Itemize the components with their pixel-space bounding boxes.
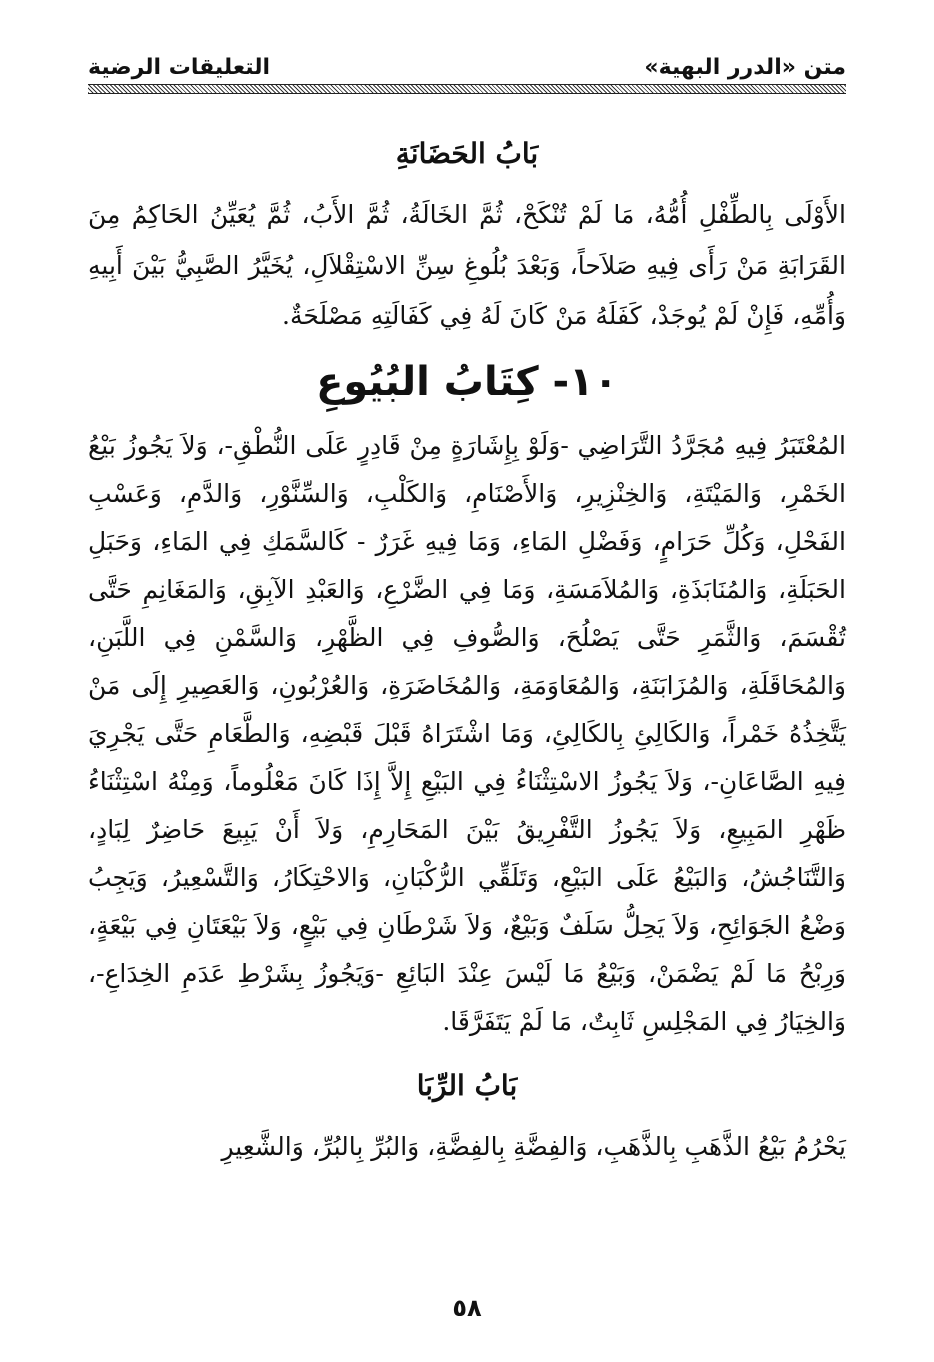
header-left-title: التعليقات الرضية [88, 55, 271, 80]
paragraph-hadana: الأَوْلَى بِالطِّفْلِ أُمُّهُ، مَا لَمْ تُنْكَحْ، ثُمَّ الخَالَةُ، ثُمَّ الأَبُ، ثُمَّ يُعَيِّنُ الحَاكِمُ مِنَ القَرَابَةِ مَنْ رَأَى فِيهِ صَلاَحاً، وَبَعْدَ بُلُوغِ سِنِّ الاسْتِقْلاَلِ، يُخَيَّرُ الصَّبِيُّ بَيْنَ أَبِيهِ وَأُمِّهِ، فَإِنْ لَمْ يُوجَدْ، كَفَلَهُ مَنْ كَانَ لَهُ فِي كَفَالَتِهِ مَصْلَحَةٌ. [88, 200, 846, 331]
page-body [88, 120, 846, 1173]
running-header [88, 40, 846, 80]
header-divider [88, 84, 846, 94]
page-number: ٥٨ [452, 1294, 482, 1322]
paragraph-buyu: المُعْتَبَرُ فِيهِ مُجَرَّدُ التَّرَاضِي -وَلَوْ بِإِشَارَةٍ مِنْ قَادِرٍ عَلَى النُّطْقِ-، وَلاَ يَجُوزُ بَيْعُ الخَمْرِ، وَالمَيْتَةِ، وَالخِنْزِيرِ، وَالأَصْنَامِ، وَالكَلْبِ، وَالسِّنَّوْرِ، وَالدَّمِ، وَعَسْبِ الفَحْلِ، وَكُلِّ حَرَامٍ، وَفَضْلِ المَاءِ، وَمَا فِيهِ غَرَرٌ - كَالسَّمَكِ فِي المَاءِ، وَحَبَلِ الحَبَلَةِ، وَالمُنَابَذَةِ، وَالمُلاَمَسَةِ، وَمَا فِي الضَّرْعِ، وَالعَبْدِ الآبِقِ، وَالمَغَانِمِ حَتَّى تُقْسَمَ، وَالثَّمَرِ حَتَّى يَصْلُحَ، وَالصُّوفِ فِي الظَّهْرِ، وَالسَّمْنِ فِي اللَّبَنِ، وَالمُحَاقَلَةِ، وَالمُزَابَنَةِ، وَالمُعَاوَمَةِ، وَالمُخَاضَرَةِ، وَالعُرْبُونِ، وَالعَصِيرِ إِلَى مَنْ يَتَّخِذُهُ خَمْراً، وَالكَالِئِ بِالكَالِئِ، وَمَا اشْتَرَاهُ قَبْلَ قَبْضِهِ، وَالطَّعَامِ حَتَّى يَجْرِيَ فِيهِ الصَّاعَانِ-، وَلاَ يَجُوزُ الاسْتِثْنَاءُ فِي البَيْعِ إِلاَّ إِذَا كَانَ مَعْلُوماً، وَمِنْهُ اسْتِثْنَاءُ ظَهْرِ المَبِيعِ، وَلاَ يَجُوزُ التَّفْرِيقُ بَيْنَ المَحَارِمِ، وَلاَ أَنْ يَبِيعَ حَاضِرٌ لِبَادٍ، وَالتَّنَاجُشُ، وَالبَيْعُ عَلَى البَيْعِ، وَتَلَقِّي الرُّكْبَانِ، وَالاحْتِكَارُ، وَالتَّسْعِيرُ، وَيَجِبُ وَضْعُ الجَوَائِحِ، وَلاَ يَحِلُّ سَلَفٌ وَبَيْعٌ، وَلاَ شَرْطَانِ فِي بَيْعٍ، وَلاَ بَيْعَتَانِ فِي بَيْعَةٍ، وَرِبْحُ مَا لَمْ يَضْمَنْ، وَبَيْعُ مَا لَيْسَ عِنْدَ البَائِعِ -وَيَجُوزُ بِشَرْطِ عَدَمِ الخِدَاعِ-، وَالخِيَارُ فِي المَجْلِسِ ثَابِتٌ، مَا لَمْ يَتَفَرَّقَا. [88, 430, 846, 1036]
section-title-hadana: بَابُ الحَضَانَةِ [395, 137, 539, 170]
paragraph-riba: يَحْرُمُ بَيْعُ الذَّهَبِ بِالذَّهَبِ، وَالفِضَّةِ بِالفِضَّةِ، وَالبُرِّ بِالبُرِّ، وَالشَّعِيرِ [221, 1132, 846, 1162]
section-title-riba: بَابُ الرِّبَا [416, 1068, 518, 1102]
header-right-title: متن «الدرر البهية» [644, 55, 846, 80]
chapter-title-buyu: ١٠- كِتَابُ البُيُوعِ [316, 358, 618, 405]
